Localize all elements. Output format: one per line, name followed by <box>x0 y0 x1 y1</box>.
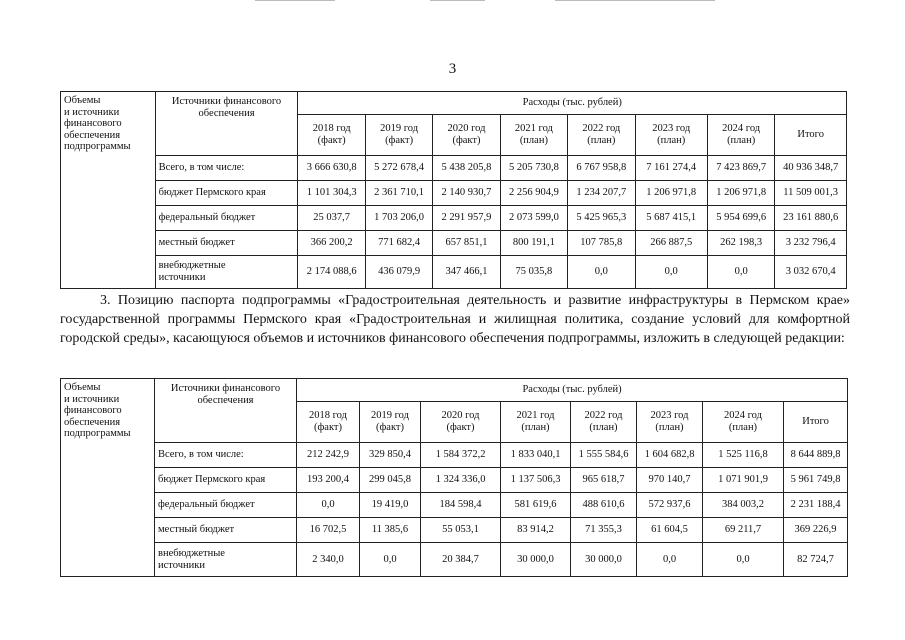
total-cell: 82 724,7 <box>784 543 848 577</box>
year-header: 2019 год (факт) <box>360 402 421 443</box>
value-cell: 2 073 599,0 <box>500 206 567 231</box>
value-cell: 107 785,8 <box>568 231 635 256</box>
value-cell: 193 200,4 <box>297 468 360 493</box>
table-row <box>61 156 847 181</box>
value-cell: 436 079,9 <box>365 256 432 289</box>
financing-table-2 <box>60 378 848 577</box>
row-label: федеральный бюджет <box>155 493 297 518</box>
value-cell: 1 071 901,9 <box>703 468 784 493</box>
value-cell: 7 423 869,7 <box>707 156 774 181</box>
value-cell: 2 174 088,6 <box>298 256 365 289</box>
financing-table-1 <box>60 91 847 289</box>
value-cell: 11 385,6 <box>360 518 421 543</box>
value-cell: 329 850,4 <box>360 443 421 468</box>
value-cell: 800 191,1 <box>500 231 567 256</box>
value-cell: 19 419,0 <box>360 493 421 518</box>
value-cell: 71 355,3 <box>571 518 637 543</box>
value-cell: 1 703 206,0 <box>365 206 432 231</box>
top-divider-left <box>255 0 335 1</box>
value-cell: 5 954 699,6 <box>707 206 774 231</box>
year-header: 2024 год (план) <box>703 402 784 443</box>
table-row <box>61 231 847 256</box>
value-cell: 771 682,4 <box>365 231 432 256</box>
year-header: 2019 год (факт) <box>365 115 432 156</box>
amendment-paragraph: 3. Позицию паспорта подпрограммы «Градостроительная деятельность и развитие инфраструктуры в Пермском крае» государственной программы Пермского края «Градостроительная и жилищная политика, создание условий для комфортной городской среды», касающуюся объемов и источников финансового обеспечения подпрограммы, изложить в следующей редакции: <box>60 293 850 346</box>
row-label: местный бюджет <box>155 231 298 256</box>
value-cell: 212 242,9 <box>297 443 360 468</box>
value-cell: 1 525 116,8 <box>703 443 784 468</box>
year-header: 2023 год (план) <box>635 115 707 156</box>
top-divider-right <box>555 0 715 1</box>
total-cell: 3 032 670,4 <box>775 256 847 289</box>
value-cell: 0,0 <box>637 543 703 577</box>
value-cell: 1 324 336,0 <box>421 468 501 493</box>
total-header: Итого <box>775 115 847 156</box>
total-cell: 369 226,9 <box>784 518 848 543</box>
value-cell: 1 206 971,8 <box>635 181 707 206</box>
value-cell: 20 384,7 <box>421 543 501 577</box>
row-label: бюджет Пермского края <box>155 468 297 493</box>
table-row <box>61 543 848 577</box>
expenses-header: Расходы (тыс. рублей) <box>298 92 847 115</box>
year-header: 2018 год (факт) <box>298 115 365 156</box>
value-cell: 572 937,6 <box>637 493 703 518</box>
value-cell: 184 598,4 <box>421 493 501 518</box>
year-header: 2020 год (факт) <box>421 402 501 443</box>
value-cell: 581 619,6 <box>501 493 571 518</box>
table-row <box>61 468 848 493</box>
table-row <box>61 206 847 231</box>
value-cell: 30 000,0 <box>501 543 571 577</box>
value-cell: 16 702,5 <box>297 518 360 543</box>
total-cell: 23 161 880,6 <box>775 206 847 231</box>
value-cell: 0,0 <box>360 543 421 577</box>
value-cell: 1 206 971,8 <box>707 181 774 206</box>
value-cell: 965 618,7 <box>571 468 637 493</box>
value-cell: 69 211,7 <box>703 518 784 543</box>
year-header: 2022 год (план) <box>571 402 637 443</box>
row-label: федеральный бюджет <box>155 206 298 231</box>
year-header: 2021 год (план) <box>501 402 571 443</box>
value-cell: 1 584 372,2 <box>421 443 501 468</box>
table-row <box>61 518 848 543</box>
value-cell: 2 140 930,7 <box>433 181 500 206</box>
year-header: 2020 год (факт) <box>433 115 500 156</box>
value-cell: 1 604 682,8 <box>637 443 703 468</box>
table-row <box>61 256 847 289</box>
value-cell: 75 035,8 <box>500 256 567 289</box>
value-cell: 384 003,2 <box>703 493 784 518</box>
value-cell: 1 833 040,1 <box>501 443 571 468</box>
total-header: Итого <box>784 402 848 443</box>
value-cell: 266 887,5 <box>635 231 707 256</box>
value-cell: 5 687 415,1 <box>635 206 707 231</box>
value-cell: 55 053,1 <box>421 518 501 543</box>
year-header: 2023 год (план) <box>637 402 703 443</box>
value-cell: 262 198,3 <box>707 231 774 256</box>
page-number: 3 <box>448 61 457 77</box>
value-cell: 0,0 <box>568 256 635 289</box>
row-label: Всего, в том числе: <box>155 443 297 468</box>
value-cell: 61 604,5 <box>637 518 703 543</box>
value-cell: 5 438 205,8 <box>433 156 500 181</box>
value-cell: 488 610,6 <box>571 493 637 518</box>
value-cell: 1 555 584,6 <box>571 443 637 468</box>
value-cell: 2 361 710,1 <box>365 181 432 206</box>
value-cell: 657 851,1 <box>433 231 500 256</box>
value-cell: 5 272 678,4 <box>365 156 432 181</box>
value-cell: 2 256 904,9 <box>500 181 567 206</box>
year-header: 2024 год (план) <box>707 115 774 156</box>
table-row <box>61 493 848 518</box>
value-cell: 83 914,2 <box>501 518 571 543</box>
value-cell: 2 291 957,9 <box>433 206 500 231</box>
value-cell: 0,0 <box>703 543 784 577</box>
value-cell: 0,0 <box>707 256 774 289</box>
total-cell: 40 936 348,7 <box>775 156 847 181</box>
year-header: 2018 год (факт) <box>297 402 360 443</box>
row-label: внебюджетные источники <box>155 543 297 577</box>
total-cell: 3 232 796,4 <box>775 231 847 256</box>
value-cell: 5 425 965,3 <box>568 206 635 231</box>
value-cell: 1 101 304,3 <box>298 181 365 206</box>
value-cell: 299 045,8 <box>360 468 421 493</box>
value-cell: 0,0 <box>635 256 707 289</box>
table-row <box>61 181 847 206</box>
total-cell: 2 231 188,4 <box>784 493 848 518</box>
total-cell: 11 509 001,3 <box>775 181 847 206</box>
value-cell: 7 161 274,4 <box>635 156 707 181</box>
sources-header: Источники финансового обеспечения <box>155 92 298 156</box>
value-cell: 30 000,0 <box>571 543 637 577</box>
year-header: 2021 год (план) <box>500 115 567 156</box>
sources-header: Источники финансового обеспечения <box>155 379 297 443</box>
value-cell: 1 137 506,3 <box>501 468 571 493</box>
value-cell: 3 666 630,8 <box>298 156 365 181</box>
value-cell: 5 205 730,8 <box>500 156 567 181</box>
value-cell: 1 234 207,7 <box>568 181 635 206</box>
total-cell: 5 961 749,8 <box>784 468 848 493</box>
objects-label-cell: Объемы и источники финансового обеспечения подпрограммы <box>61 379 155 577</box>
value-cell: 2 340,0 <box>297 543 360 577</box>
top-divider-center <box>430 0 485 1</box>
total-cell: 8 644 889,8 <box>784 443 848 468</box>
row-label: внебюджетные источники <box>155 256 298 289</box>
row-label: бюджет Пермского края <box>155 181 298 206</box>
objects-label-cell: Объемы и источники финансового обеспечения подпрограммы <box>61 92 156 289</box>
row-label: местный бюджет <box>155 518 297 543</box>
table-row <box>61 443 848 468</box>
expenses-header: Расходы (тыс. рублей) <box>297 379 848 402</box>
value-cell: 347 466,1 <box>433 256 500 289</box>
value-cell: 366 200,2 <box>298 231 365 256</box>
value-cell: 6 767 958,8 <box>568 156 635 181</box>
row-label: Всего, в том числе: <box>155 156 298 181</box>
value-cell: 970 140,7 <box>637 468 703 493</box>
year-header: 2022 год (план) <box>568 115 635 156</box>
value-cell: 0,0 <box>297 493 360 518</box>
value-cell: 25 037,7 <box>298 206 365 231</box>
